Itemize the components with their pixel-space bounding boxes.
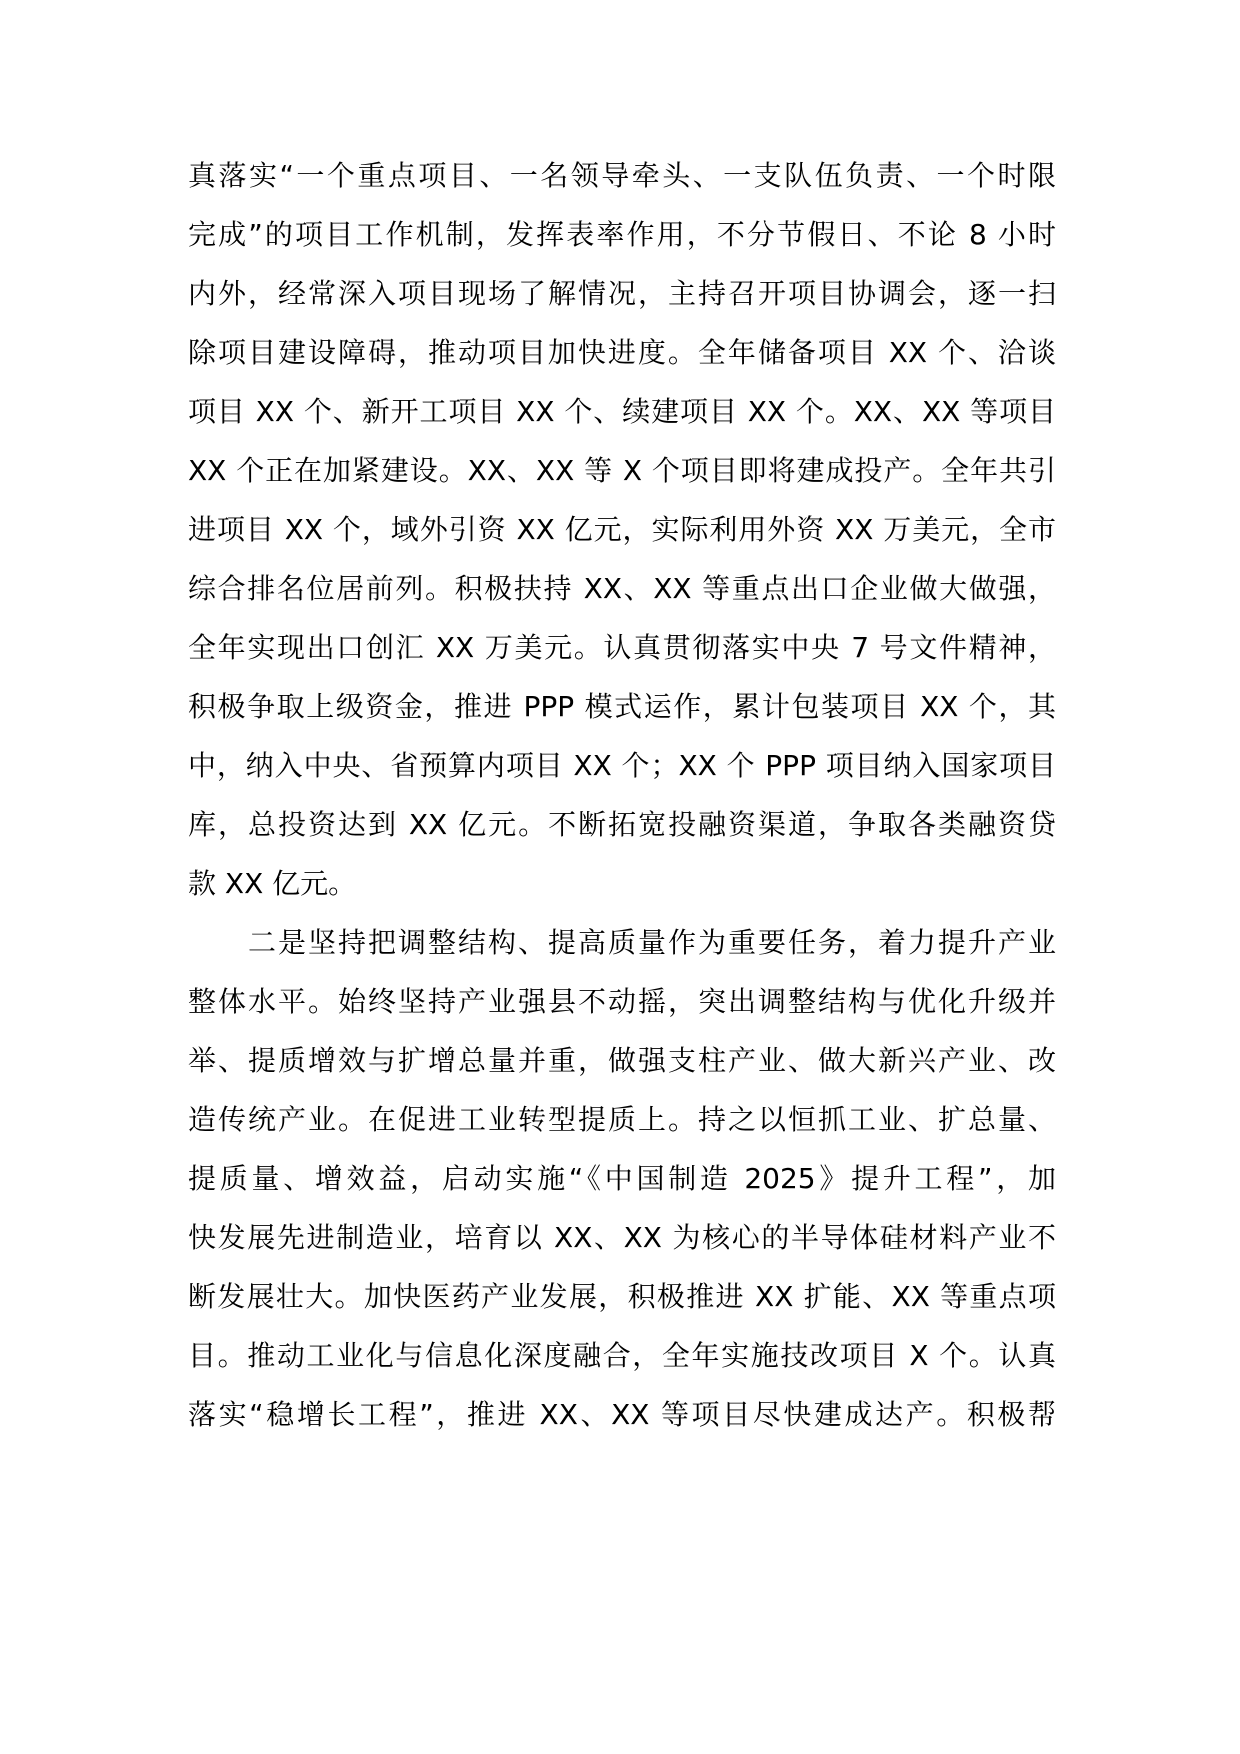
text-line: 内外，经常深入项目现场了解情况，主持召开项目协调会，逐一扫 xyxy=(188,277,1056,310)
text-line: 款 XX 亿元。 xyxy=(188,867,357,900)
text-line: 完成”的项目工作机制，发挥表率作用，不分节假日、不论 8 小时 xyxy=(188,218,1056,251)
text-line: 全年实现出口创汇 XX 万美元。认真贯彻落实中央 7 号文件精神， xyxy=(188,631,1056,664)
text-line: 库，总投资达到 XX 亿元。不断拓宽投融资渠道，争取各类融资贷 xyxy=(188,808,1056,841)
text-line: XX 个正在加紧建设。XX、XX 等 X 个项目即将建成投产。全年共引 xyxy=(188,454,1056,487)
text-line: 中，纳入中央、省预算内项目 XX 个；XX 个 PPP 项目纳入国家项目 xyxy=(188,749,1056,782)
text-line: 项目 XX 个、新开工项目 XX 个、续建项目 XX 个。XX、XX 等项目 xyxy=(188,395,1056,428)
text-line: 真落实“一个重点项目、一名领导牵头、一支队伍负责、一个时限 xyxy=(188,159,1056,192)
text-line: 提质量、增效益，启动实施“《中国制造 2025》提升工程”，加 xyxy=(188,1162,1056,1195)
text-line: 进项目 XX 个，域外引资 XX 亿元，实际利用外资 XX 万美元，全市 xyxy=(188,513,1056,546)
text-line: 举、提质增效与扩增总量并重，做强支柱产业、做大新兴产业、改 xyxy=(188,1044,1056,1077)
text-line: 目。推动工业化与信息化深度融合，全年实施技改项目 X 个。认真 xyxy=(188,1339,1056,1372)
text-line: 积极争取上级资金，推进 PPP 模式运作，累计包装项目 XX 个，其 xyxy=(188,690,1056,723)
text-line: 二是坚持把调整结构、提高质量作为重要任务，着力提升产业 xyxy=(248,926,1056,959)
text-line: 造传统产业。在促进工业转型提质上。持之以恒抓工业、扩总量、 xyxy=(188,1103,1056,1136)
text-line: 快发展先进制造业，培育以 XX、XX 为核心的半导体硅材料产业不 xyxy=(188,1221,1056,1254)
text-line: 综合排名位居前列。积极扶持 XX、XX 等重点出口企业做大做强， xyxy=(188,572,1056,605)
text-line: 落实“稳增长工程”，推进 XX、XX 等项目尽快建成达产。积极帮 xyxy=(188,1398,1056,1431)
text-line: 整体水平。始终坚持产业强县不动摇，突出调整结构与优化升级并 xyxy=(188,985,1056,1018)
text-line: 断发展壮大。加快医药产业发展，积极推进 XX 扩能、XX 等重点项 xyxy=(188,1280,1056,1313)
text-line: 除项目建设障碍，推动项目加快进度。全年储备项目 XX 个、洽谈 xyxy=(188,336,1056,369)
